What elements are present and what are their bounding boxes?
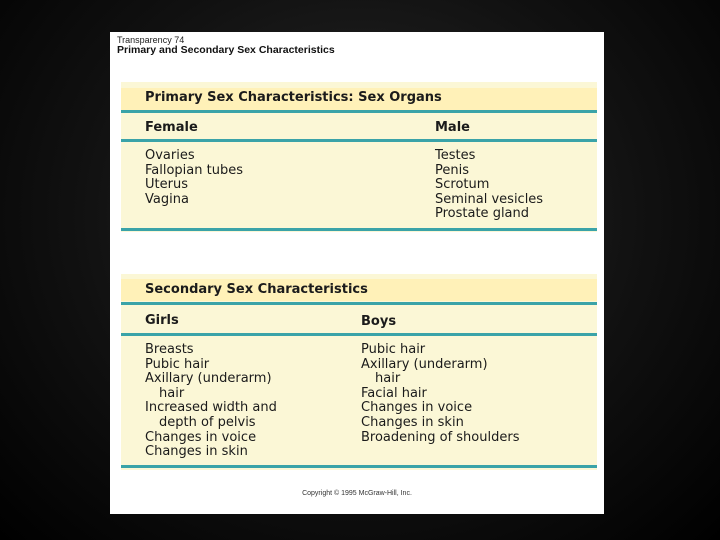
- secondary-table-title: Secondary Sex Characteristics: [145, 282, 368, 297]
- secondary-table: [121, 274, 597, 470]
- list-item: Testes: [435, 148, 476, 163]
- list-item: hair: [375, 371, 401, 387]
- female-organs-list: [145, 149, 243, 207]
- male-organs-list: [435, 149, 543, 222]
- rule: [121, 139, 597, 142]
- list-item: Facial hair: [361, 385, 427, 401]
- list-item: depth of pelvis: [159, 414, 256, 430]
- rule: [121, 302, 597, 305]
- female-heading: Female: [145, 120, 198, 135]
- list-item: Vagina: [145, 191, 189, 207]
- boys-characteristics-list: [361, 343, 519, 445]
- list-item: Changes in voice: [361, 400, 473, 416]
- rule: [121, 333, 597, 336]
- male-heading: Male: [435, 120, 470, 135]
- list-item: Increased width and: [145, 400, 277, 416]
- list-item: Changes in skin: [145, 444, 248, 460]
- boys-heading: Boys: [361, 314, 397, 329]
- primary-table: [121, 82, 597, 232]
- list-item: hair: [159, 385, 185, 401]
- list-item: Scrotum: [435, 177, 490, 193]
- list-item: Axillary (underarm): [361, 356, 488, 372]
- transparency-number: Transparency 74: [117, 35, 185, 45]
- list-item: Pubic hair: [145, 356, 210, 372]
- list-item: Ovaries: [145, 148, 195, 163]
- rule: [121, 110, 597, 113]
- primary-table-title: Primary Sex Characteristics: Sex Organs: [145, 90, 442, 105]
- girls-heading: Girls: [145, 313, 179, 328]
- list-item: Changes in voice: [145, 429, 257, 445]
- list-item: Uterus: [145, 177, 188, 193]
- list-item: Broadening of shoulders: [361, 429, 520, 445]
- list-item: Pubic hair: [361, 342, 426, 357]
- list-item: Axillary (underarm): [145, 371, 272, 387]
- list-item: Prostate gland: [435, 206, 530, 222]
- document-title: Primary and Secondary Sex Characteristics: [117, 44, 335, 56]
- copyright-notice: Copyright © 1995 McGraw-Hill, Inc.: [302, 490, 412, 497]
- rule: [121, 465, 597, 468]
- list-item: Changes in skin: [361, 414, 464, 430]
- rule: [121, 228, 597, 231]
- slide-card: [110, 32, 604, 514]
- list-item: Penis: [435, 162, 469, 178]
- list-item: Breasts: [145, 342, 194, 357]
- list-item: Seminal vesicles: [435, 191, 544, 207]
- list-item: Fallopian tubes: [145, 162, 243, 178]
- girls-characteristics-list: [145, 343, 277, 460]
